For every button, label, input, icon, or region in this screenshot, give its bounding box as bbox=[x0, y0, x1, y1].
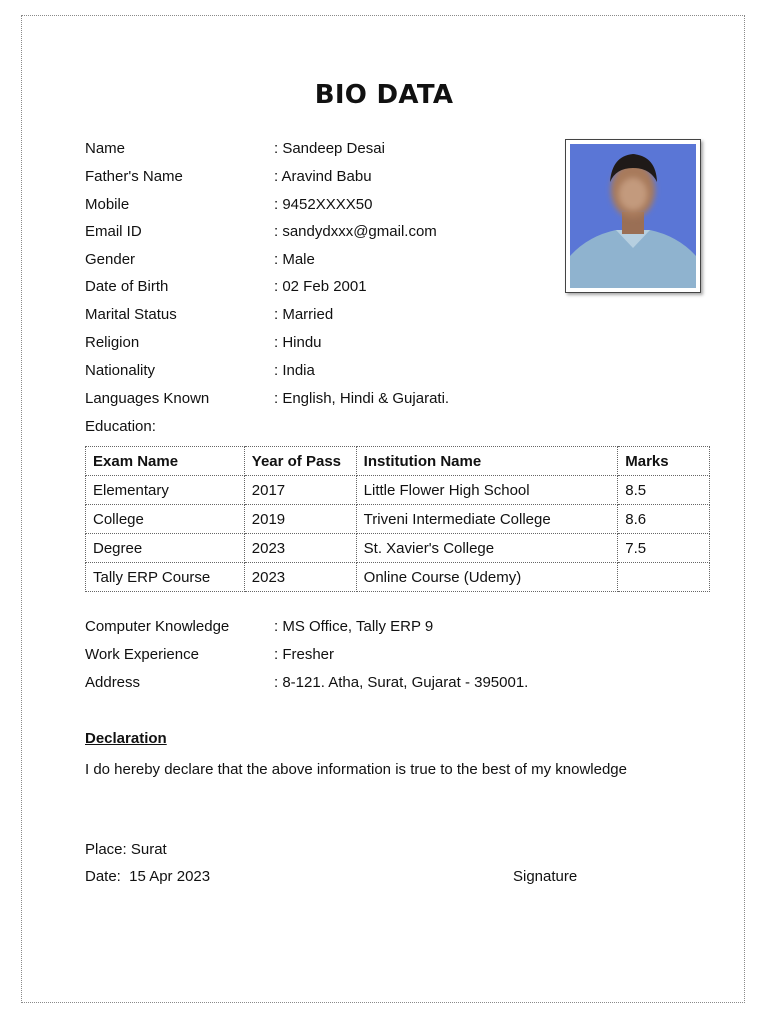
field-value: : Hindu bbox=[274, 334, 322, 351]
field-label: Marital Status bbox=[85, 306, 177, 323]
table-cell: Elementary bbox=[86, 476, 245, 505]
field-label: Mobile bbox=[85, 196, 130, 213]
field-value: : Married bbox=[274, 306, 334, 323]
field-label: Name bbox=[85, 140, 126, 157]
field-value: : Sandeep Desai bbox=[274, 140, 385, 157]
table-cell: Online Course (Udemy) bbox=[356, 563, 618, 592]
table-row bbox=[86, 476, 710, 505]
field-label: Nationality bbox=[85, 362, 156, 379]
table-cell: 2023 bbox=[244, 563, 356, 592]
field-value: : 8-121. Atha, Surat, Gujarat - 395001. bbox=[274, 674, 529, 691]
table-cell: Little Flower High School bbox=[356, 476, 618, 505]
field-value: : India bbox=[274, 362, 315, 379]
field-label: Father's Name bbox=[85, 168, 183, 185]
field-value: : Aravind Babu bbox=[274, 168, 372, 185]
table-cell: 2019 bbox=[244, 505, 356, 534]
page-title: BIO DATA bbox=[314, 80, 454, 110]
place-line: Place: Surat bbox=[85, 841, 167, 858]
date-line: Date: 15 Apr 2023 bbox=[85, 868, 211, 885]
signature-label: Signature bbox=[513, 868, 578, 885]
table-cell: Triveni Intermediate College bbox=[356, 505, 618, 534]
declaration-text: I do hereby declare that the above information is true to the best of my knowledge bbox=[85, 761, 627, 778]
field-value: : sandydxxx@gmail.com bbox=[274, 223, 437, 240]
table-cell: 2023 bbox=[244, 534, 356, 563]
field-label: Work Experience bbox=[85, 646, 199, 663]
table-cell bbox=[618, 563, 710, 592]
declaration-heading: Declaration bbox=[85, 730, 167, 747]
field-label: Gender bbox=[85, 251, 136, 268]
field-value: : Male bbox=[274, 251, 315, 268]
column-header-marks: Marks bbox=[618, 447, 710, 476]
field-label: Religion bbox=[85, 334, 140, 351]
education-table bbox=[85, 446, 710, 592]
field-value: : MS Office, Tally ERP 9 bbox=[274, 618, 434, 635]
column-header-year-of-pass: Year of Pass bbox=[244, 447, 356, 476]
table-cell: Tally ERP Course bbox=[86, 563, 245, 592]
field-label: Languages Known bbox=[85, 390, 210, 407]
field-value: : 9452XXXX50 bbox=[274, 196, 373, 213]
field-label: Date of Birth bbox=[85, 278, 169, 295]
field-value: : English, Hindi & Gujarati. bbox=[274, 390, 450, 407]
profile-photo bbox=[565, 139, 701, 293]
table-cell: 8.6 bbox=[618, 505, 710, 534]
profile-photo-image bbox=[570, 144, 696, 288]
field-value: : Fresher bbox=[274, 646, 335, 663]
education-label: Education: bbox=[85, 418, 156, 435]
field-value: : 02 Feb 2001 bbox=[274, 278, 367, 295]
table-row bbox=[86, 505, 710, 534]
field-label: Computer Knowledge bbox=[85, 618, 230, 635]
table-row bbox=[86, 534, 710, 563]
field-label: Email ID bbox=[85, 223, 142, 240]
table-header-row bbox=[86, 447, 710, 476]
table-cell: 7.5 bbox=[618, 534, 710, 563]
table-cell: Degree bbox=[86, 534, 245, 563]
column-header-exam-name: Exam Name bbox=[86, 447, 245, 476]
column-header-institution-name: Institution Name bbox=[356, 447, 618, 476]
table-row bbox=[86, 563, 710, 592]
field-label: Address bbox=[85, 674, 141, 691]
table-cell: 8.5 bbox=[618, 476, 710, 505]
table-cell: St. Xavier's College bbox=[356, 534, 618, 563]
table-cell: College bbox=[86, 505, 245, 534]
table-cell: 2017 bbox=[244, 476, 356, 505]
